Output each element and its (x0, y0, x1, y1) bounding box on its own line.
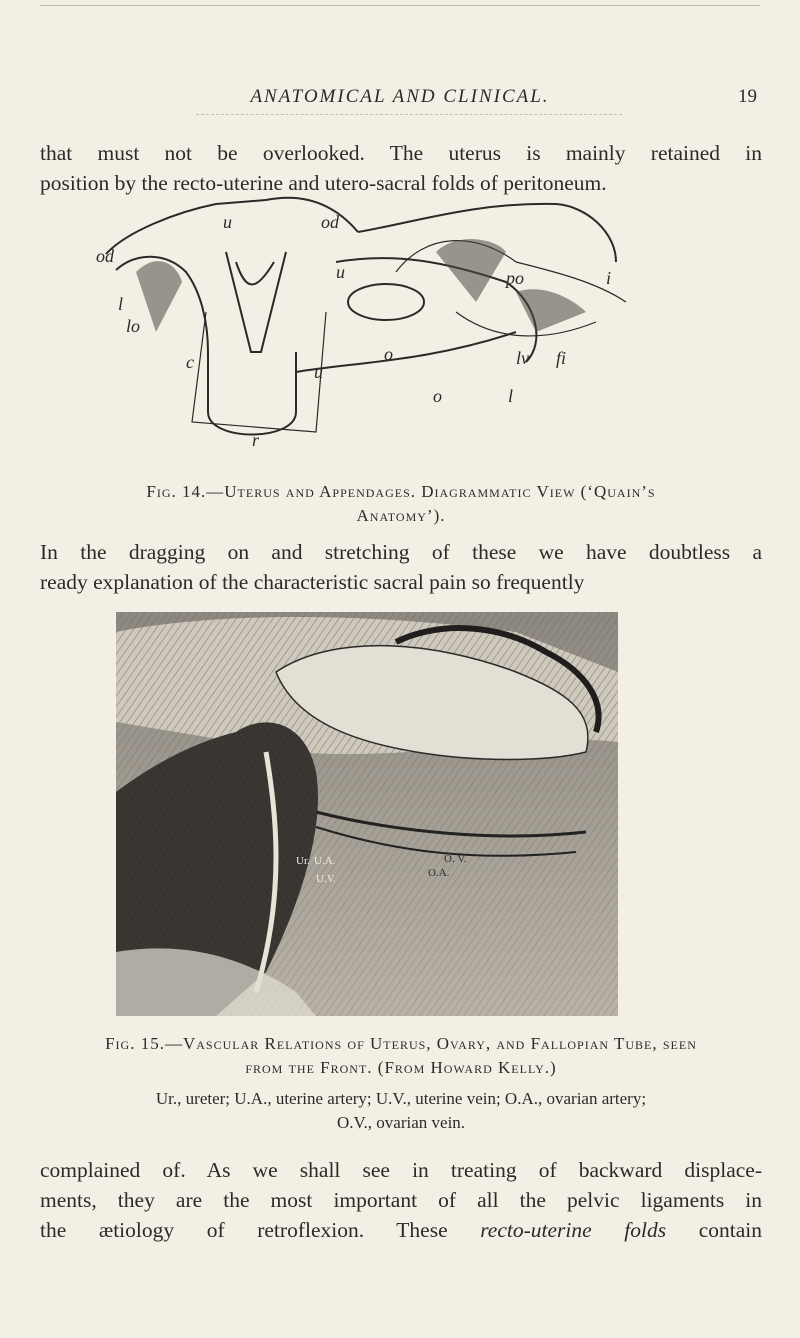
figure-15-vascular-engraving (116, 612, 618, 1016)
figure-15-legend (40, 1087, 762, 1135)
fig15-label-uv: U.V. (316, 873, 336, 885)
figure-14-caption (40, 480, 762, 528)
paragraph-3 (40, 1155, 762, 1245)
top-edge-rule (40, 5, 760, 6)
fig14-label-o-center: o (384, 344, 393, 364)
running-head-rule (196, 114, 622, 115)
fig14-label-po: po (506, 268, 524, 288)
fig14-ligament-lower (296, 332, 516, 372)
fig14-label-lv: lv (516, 348, 529, 368)
fig14-label-u: u (223, 212, 232, 232)
figure-15-caption-line-1: Fig. 15.—Vascular Relations of Uterus, Ovary, and Fallopian Tube, seen (105, 1034, 697, 1053)
figure-15-caption-line-2: from the Front. (From Howard Kelly.) (245, 1058, 557, 1077)
fig14-label-r: r (252, 430, 260, 450)
paragraph-3-line-1: complained of. As we shall see in treating of backward displace- (40, 1158, 762, 1182)
fig14-shading-left (136, 261, 182, 332)
fig14-label-c: c (186, 352, 194, 372)
fig14-label-u2: u (336, 262, 345, 282)
fig15-label-ua: U.A. (314, 855, 336, 867)
figure-14-caption-line-2: Anatomy’). (356, 506, 446, 525)
paragraph-1-line-2: position by the recto-uterine and utero-sacral folds of peritoneum. (40, 171, 607, 195)
fig14-vagina-outline (192, 312, 326, 432)
figure-15-caption (40, 1032, 762, 1080)
fig15-label-oa: O.A. (428, 867, 450, 879)
figure-15-legend-line-1: Ur., ureter; U.A., uterine artery; U.V., uterine vein; O.A., ovarian artery; (155, 1089, 647, 1108)
paragraph-1 (40, 138, 762, 198)
fig14-label-l-right: l (508, 386, 514, 406)
paragraph-3-line-3-start: the ætiology of retroflexion. These (40, 1218, 481, 1242)
running-head: ANATOMICAL AND CLINICAL. (250, 86, 550, 107)
fig15-label-ov: O. V. (444, 853, 467, 865)
paragraph-3-line-2: ments, they are the most important of all the pelvic ligaments in (40, 1188, 762, 1212)
paragraph-2 (40, 537, 762, 597)
fig14-fimbria-shading (436, 239, 506, 302)
paragraph-3-line-3 (40, 1215, 762, 1245)
fig14-label-l-left: l (118, 294, 124, 314)
fig14-outline-left (106, 200, 266, 254)
fig14-label-od-left: od (96, 246, 114, 266)
paragraph-2-line-2: ready explanation of the characteristic sacral pain so frequently (40, 570, 585, 594)
figure-14-uterus-diagram (96, 192, 644, 454)
fig14-label-i: i (606, 268, 612, 288)
fig14-fundus (266, 198, 358, 232)
fig14-label-fi: fi (556, 348, 567, 368)
fig14-label-o: o (433, 386, 442, 406)
fig14-cavity (226, 252, 286, 352)
paragraph-1-line-1: that must not be overlooked. The uterus is mainly retained in (40, 141, 762, 165)
figure-14-caption-line-1: Fig. 14.—Uterus and Appendages. Diagrammatic View (‘Quain’s (146, 482, 656, 501)
figure-15-legend-line-2: O.V., ovarian vein. (336, 1113, 466, 1132)
paragraph-3-line-3-end: contain (666, 1218, 762, 1242)
fig15-label-ur: Ur. (296, 855, 310, 867)
paragraph-2-line-1: In the dragging on and stretching of these we have doubtless a (40, 540, 762, 564)
fig14-cervix-outline (208, 352, 296, 435)
fig14-label-od-right: od (321, 212, 339, 232)
fig14-label-lo: lo (126, 316, 141, 336)
fig14-label-u3: u (314, 362, 323, 382)
fig14-ovary (348, 284, 424, 320)
recto-uterine-folds-emphasis: recto-uterine folds (480, 1218, 667, 1242)
page-number: 19 (738, 86, 757, 107)
